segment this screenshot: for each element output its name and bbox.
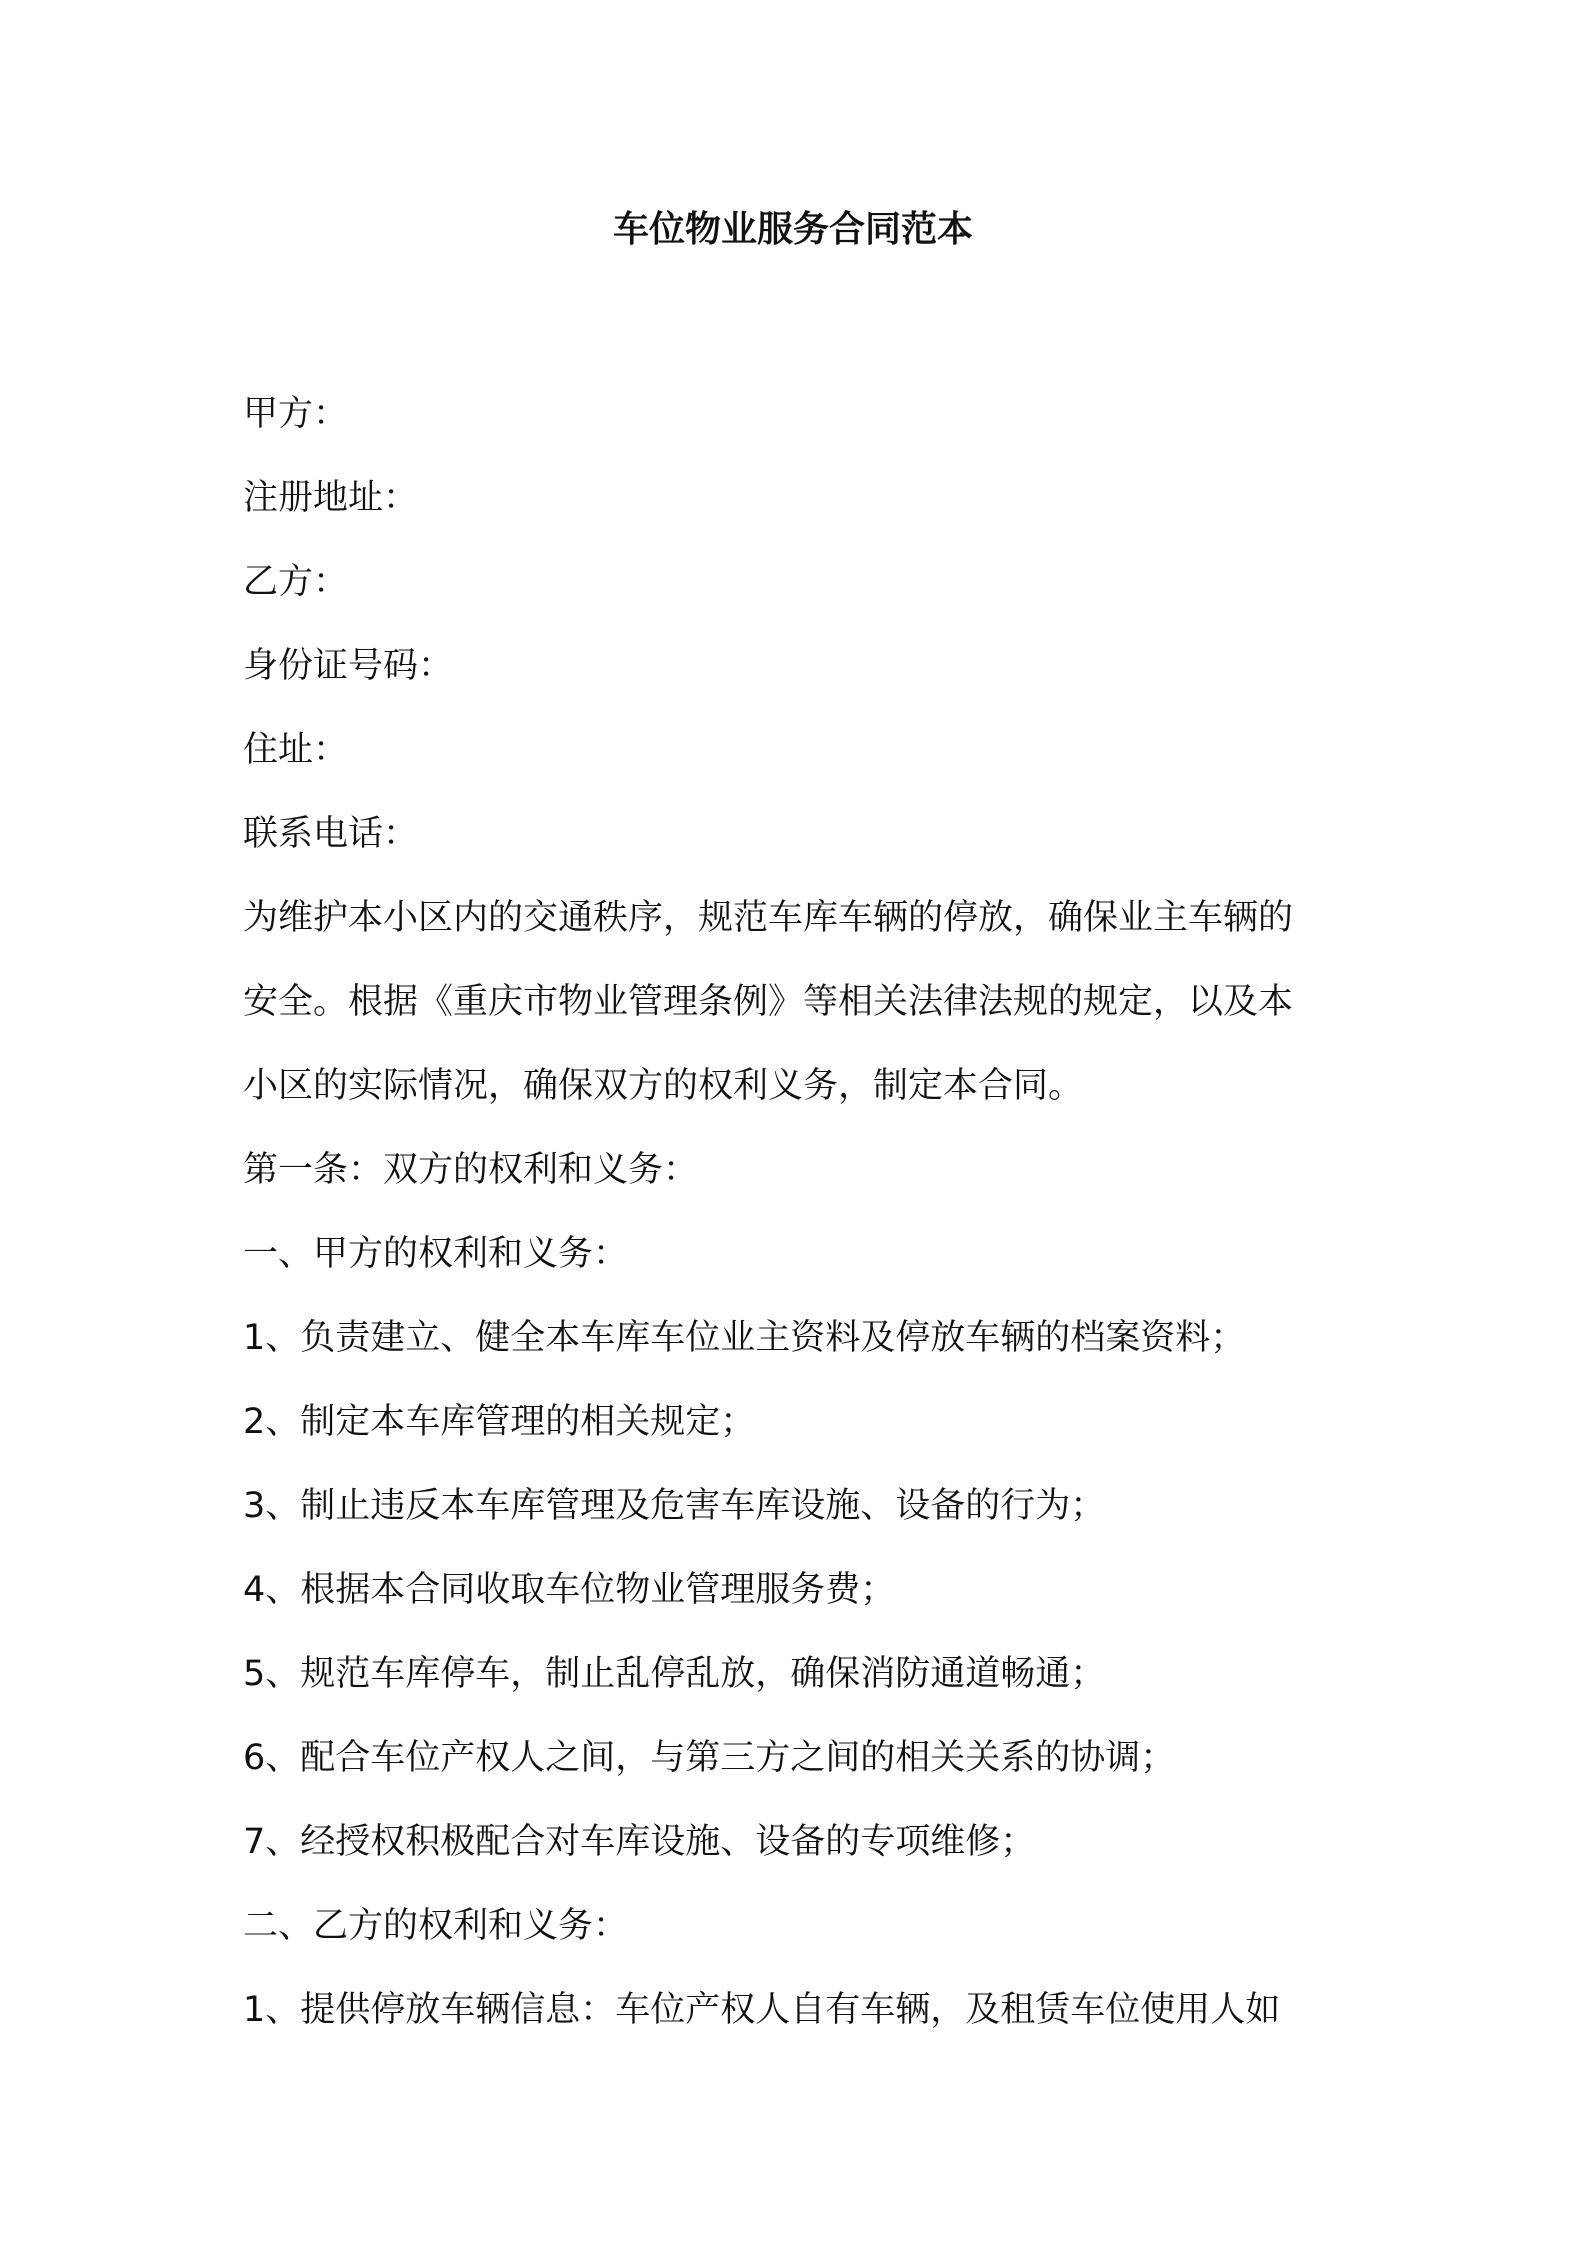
party-b-rights-list: [243, 1968, 1363, 2052]
list-item: 7、经授权积极配合对车库设施、设备的专项维修；: [243, 1822, 1036, 1862]
document-body: [243, 372, 1363, 2052]
phone-field: 联系电话：: [243, 814, 419, 854]
address-field: 住址：: [243, 730, 349, 770]
party-b-rights-heading: 二、乙方的权利和义务：: [243, 1906, 629, 1946]
list-item: 2、制定本车库管理的相关规定；: [243, 1402, 756, 1442]
list-item: 4、根据本合同收取车位物业管理服务费；: [243, 1570, 896, 1610]
list-item: 6、配合车位产权人之间，与第三方之间的相关关系的协调；: [243, 1738, 1176, 1778]
list-item: 1、负责建立、健全本车库车位业主资料及停放车辆的档案资料；: [243, 1318, 1246, 1358]
article-1-heading: 第一条：双方的权利和义务：: [243, 1150, 699, 1190]
document-title: 车位物业服务合同范本: [612, 209, 973, 250]
list-item: 5、规范车库停车，制止乱停乱放，确保消防通道畅通；: [243, 1654, 1106, 1694]
preamble-line: 安全。根据《重庆市物业管理条例》等相关法律法规的规定，以及本: [243, 982, 1294, 1022]
party-a-field: 甲方：: [243, 394, 349, 434]
id-number-field: 身份证号码：: [243, 646, 454, 686]
party-a-rights-list: [243, 1296, 1363, 1884]
list-item: 3、制止违反本车库管理及危害车库设施、设备的行为；: [243, 1486, 1106, 1526]
party-b-field: 乙方：: [243, 562, 349, 602]
party-fields: [243, 372, 1363, 876]
list-item: 1、提供停放车辆信息：车位产权人自有车辆，及租赁车位使用人如: [243, 1990, 1281, 2030]
party-a-rights-heading: 一、甲方的权利和义务：: [243, 1234, 629, 1274]
preamble-line: 为维护本小区内的交通秩序，规范车库车辆的停放，确保业主车辆的: [243, 898, 1294, 938]
preamble-paragraph: [243, 876, 1363, 1128]
registered-address-field: 注册地址：: [243, 478, 419, 518]
preamble-line: 小区的实际情况，确保双方的权利义务，制定本合同。: [243, 1066, 1084, 1106]
